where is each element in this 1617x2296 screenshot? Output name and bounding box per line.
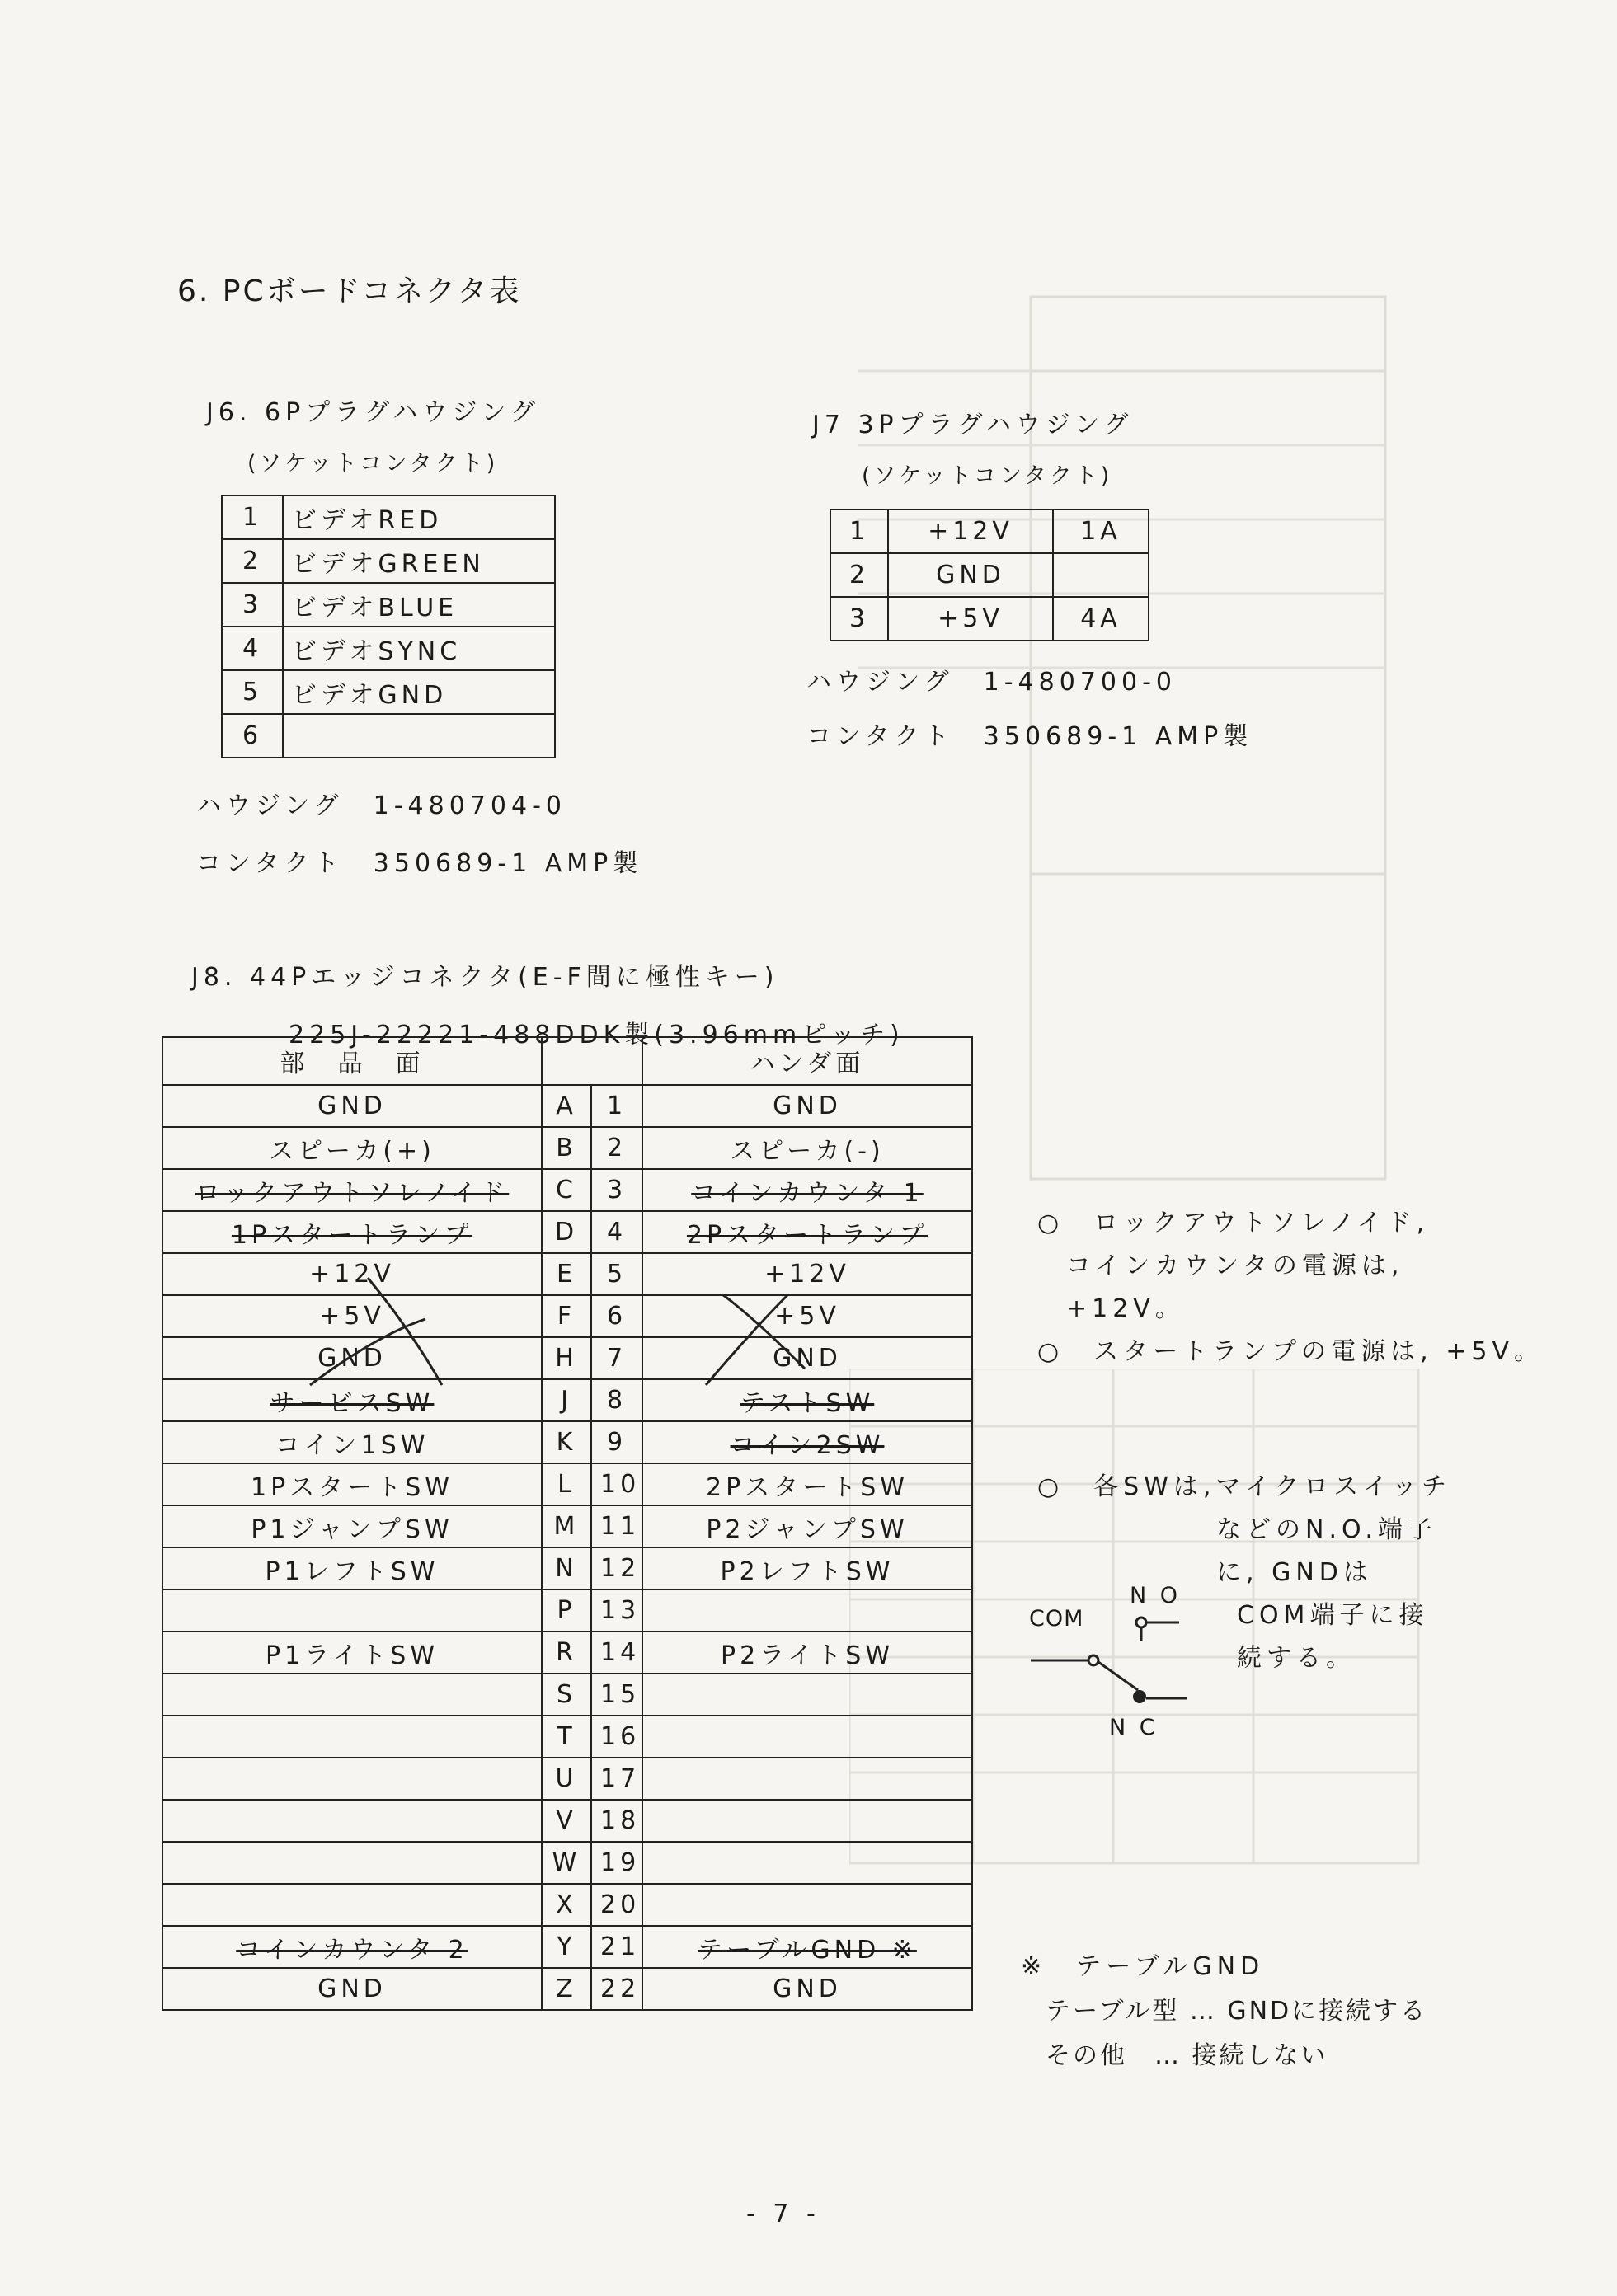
j6-pin-signal: ビデオBLUE bbox=[283, 583, 555, 627]
j8-pin-letter: C bbox=[542, 1169, 591, 1211]
j8-pin-number: 2 bbox=[591, 1127, 642, 1169]
j7-subtitle: (ソケットコンタクト) bbox=[862, 463, 1113, 489]
j8-pin-number: 12 bbox=[591, 1547, 642, 1589]
j8-title: J8. 44Pエッジコネクタ(E-F間に極性キー) bbox=[191, 963, 779, 992]
note1-line2: コインカウンタの電源は, bbox=[1066, 1251, 1404, 1280]
note3-line5: 続する。 bbox=[1237, 1644, 1356, 1673]
j8-pin-row bbox=[162, 1884, 972, 1926]
j8-component-side bbox=[162, 1589, 542, 1632]
j7-pin-signal: +12V bbox=[888, 509, 1053, 553]
j8-component-side: サービスSW bbox=[162, 1379, 542, 1421]
j7-pin-row bbox=[830, 553, 1149, 597]
j8-header-row bbox=[162, 1037, 972, 1085]
j8-component-side: コイン1SW bbox=[162, 1421, 542, 1463]
j8-solder-side: コイン2SW bbox=[642, 1421, 972, 1463]
j6-pin-table bbox=[221, 495, 556, 758]
j6-subtitle: (ソケットコンタクト) bbox=[247, 451, 499, 477]
j6-pin-row bbox=[222, 583, 555, 627]
j8-pin-number: 6 bbox=[591, 1295, 642, 1337]
j8-pin-number: 1 bbox=[591, 1085, 642, 1127]
j8-pin-row bbox=[162, 1926, 972, 1968]
j8-pin-number: 22 bbox=[591, 1968, 642, 2010]
j8-pin-row bbox=[162, 1547, 972, 1589]
j6-pin-signal: ビデオSYNC bbox=[283, 627, 555, 670]
j8-pin-letter: L bbox=[542, 1463, 591, 1505]
j8-pin-row bbox=[162, 1169, 972, 1211]
j8-solder-side bbox=[642, 1800, 972, 1842]
switch-com-label: COM bbox=[1029, 1606, 1084, 1632]
j8-component-side bbox=[162, 1674, 542, 1716]
j8-component-side: 1PスタートSW bbox=[162, 1463, 542, 1505]
j6-pin-signal: ビデオGND bbox=[283, 670, 555, 714]
j7-pin-number: 3 bbox=[830, 597, 888, 641]
j8-pin-number: 20 bbox=[591, 1884, 642, 1926]
j8-component-side: GND bbox=[162, 1337, 542, 1379]
j6-pin-signal: ビデオGREEN bbox=[283, 539, 555, 583]
j8-pin-number: 10 bbox=[591, 1463, 642, 1505]
j8-component-side: P1ジャンプSW bbox=[162, 1505, 542, 1547]
j8-pin-letter: X bbox=[542, 1884, 591, 1926]
j6-pin-signal bbox=[283, 714, 555, 758]
j7-pin-signal: +5V bbox=[888, 597, 1053, 641]
j8-pin-row bbox=[162, 1674, 972, 1716]
j8-pin-row bbox=[162, 1758, 972, 1800]
j8-pin-letter: N bbox=[542, 1547, 591, 1589]
j6-contact: コンタクト 350689-1 AMP製 bbox=[196, 849, 643, 878]
j8-solder-side bbox=[642, 1884, 972, 1926]
j8-pin-number: 3 bbox=[591, 1169, 642, 1211]
page-number: - 7 - bbox=[746, 2200, 820, 2228]
j6-pin-number: 1 bbox=[222, 495, 283, 539]
j8-solder-side: GND bbox=[642, 1337, 972, 1379]
j8-pin-number: 13 bbox=[591, 1589, 642, 1632]
j8-pin-letter: D bbox=[542, 1211, 591, 1253]
j6-pin-row bbox=[222, 714, 555, 758]
j8-pin-number: 8 bbox=[591, 1379, 642, 1421]
j8-pin-number: 21 bbox=[591, 1926, 642, 1968]
j8-header-component: 部 品 面 bbox=[162, 1037, 542, 1085]
j8-component-side: +5V bbox=[162, 1295, 542, 1337]
j8-component-side: GND bbox=[162, 1968, 542, 2010]
j6-pin-row bbox=[222, 627, 555, 670]
j8-pin-number: 5 bbox=[591, 1253, 642, 1295]
j6-pin-number: 5 bbox=[222, 670, 283, 714]
j7-pin-signal: GND bbox=[888, 553, 1053, 597]
j8-pin-row bbox=[162, 1800, 972, 1842]
j8-component-side: +12V bbox=[162, 1253, 542, 1295]
j8-component-side: ロックアウトソレノイド bbox=[162, 1169, 542, 1211]
j8-pin-letter: A bbox=[542, 1085, 591, 1127]
j7-pin-row bbox=[830, 597, 1149, 641]
j7-pin-current bbox=[1053, 553, 1149, 597]
table-gnd-line1: テーブル型 … GNDに接続する bbox=[1046, 1997, 1428, 2026]
j8-solder-side: P2ジャンプSW bbox=[642, 1505, 972, 1547]
j8-pin-letter: K bbox=[542, 1421, 591, 1463]
j8-pin-number: 19 bbox=[591, 1842, 642, 1884]
j8-pin-row bbox=[162, 1716, 972, 1758]
j8-solder-side: +12V bbox=[642, 1253, 972, 1295]
j8-pin-row bbox=[162, 1632, 972, 1674]
j8-component-side: GND bbox=[162, 1085, 542, 1127]
j6-pin-row bbox=[222, 495, 555, 539]
j8-pin-row bbox=[162, 1421, 972, 1463]
j8-solder-side bbox=[642, 1842, 972, 1884]
j6-pin-number: 6 bbox=[222, 714, 283, 758]
j8-pin-letter: J bbox=[542, 1379, 591, 1421]
j8-pin-number: 9 bbox=[591, 1421, 642, 1463]
j7-pin-current: 4A bbox=[1053, 597, 1149, 641]
j8-solder-side: GND bbox=[642, 1968, 972, 2010]
j8-header-pins bbox=[542, 1037, 642, 1085]
j7-pin-current: 1A bbox=[1053, 509, 1149, 553]
j8-solder-side bbox=[642, 1674, 972, 1716]
j8-solder-side bbox=[642, 1716, 972, 1758]
j8-pin-row bbox=[162, 1211, 972, 1253]
j8-component-side bbox=[162, 1716, 542, 1758]
j7-pin-number: 1 bbox=[830, 509, 888, 553]
note3-line1: ○ 各SWは,マイクロスイッチ bbox=[1037, 1472, 1452, 1501]
j7-title: J7 3Pプラグハウジング bbox=[812, 411, 1134, 439]
j8-pin-row bbox=[162, 1127, 972, 1169]
j8-pin-row bbox=[162, 1968, 972, 2010]
j8-solder-side: P2レフトSW bbox=[642, 1547, 972, 1589]
j8-solder-side: テーブルGND ※ bbox=[642, 1926, 972, 1968]
note3-line3: に, GNDは bbox=[1216, 1558, 1373, 1587]
j8-pin-number: 14 bbox=[591, 1632, 642, 1674]
j8-solder-side: GND bbox=[642, 1085, 972, 1127]
j7-pin-number: 2 bbox=[830, 553, 888, 597]
j6-housing: ハウジング 1-480704-0 bbox=[196, 791, 566, 820]
j8-pin-letter: F bbox=[542, 1295, 591, 1337]
switch-nc-label: N C bbox=[1109, 1715, 1159, 1740]
j8-solder-side bbox=[642, 1589, 972, 1632]
j8-pin-number: 16 bbox=[591, 1716, 642, 1758]
j8-component-side bbox=[162, 1842, 542, 1884]
j8-pin-row bbox=[162, 1505, 972, 1547]
handwritten-cross-marks bbox=[162, 1261, 971, 1402]
j8-pin-row bbox=[162, 1463, 972, 1505]
j7-contact: コンタクト 350689-1 AMP製 bbox=[806, 722, 1253, 751]
j8-component-side: スピーカ(+) bbox=[162, 1127, 542, 1169]
j6-pin-row bbox=[222, 539, 555, 583]
table-gnd-title: ※ テーブルGND bbox=[1021, 1952, 1265, 1981]
j8-header-solder: ハンダ面 bbox=[642, 1037, 972, 1085]
j8-solder-side: テストSW bbox=[642, 1379, 972, 1421]
j8-component-side: P1ライトSW bbox=[162, 1632, 542, 1674]
j8-pin-letter: W bbox=[542, 1842, 591, 1884]
j6-pin-number: 2 bbox=[222, 539, 283, 583]
j7-pin-row bbox=[830, 509, 1149, 553]
j8-pin-letter: S bbox=[542, 1674, 591, 1716]
j8-pin-letter: Z bbox=[542, 1968, 591, 2010]
j8-solder-side: コインカウンタ 1 bbox=[642, 1169, 972, 1211]
j8-pin-number: 4 bbox=[591, 1211, 642, 1253]
j8-pin-letter: R bbox=[542, 1632, 591, 1674]
j8-component-side: 1Pスタートランプ bbox=[162, 1211, 542, 1253]
j8-pin-row bbox=[162, 1085, 972, 1127]
j7-pin-table bbox=[830, 509, 1149, 641]
j8-solder-side: +5V bbox=[642, 1295, 972, 1337]
j8-pin-number: 7 bbox=[591, 1337, 642, 1379]
j8-component-side: コインカウンタ 2 bbox=[162, 1926, 542, 1968]
j8-solder-side: スピーカ(-) bbox=[642, 1127, 972, 1169]
j8-pin-row bbox=[162, 1589, 972, 1632]
j8-solder-side: P2ライトSW bbox=[642, 1632, 972, 1674]
j6-title: J6. 6Pプラグハウジング bbox=[206, 398, 541, 427]
j8-solder-side bbox=[642, 1758, 972, 1800]
switch-no-label: N O bbox=[1130, 1583, 1182, 1608]
table-gnd-line2: その他 … 接続しない bbox=[1046, 2041, 1328, 2070]
j8-part-number: 225J-22221-488DDK製(3.96mmピッチ) bbox=[289, 1021, 905, 1049]
j6-pin-row bbox=[222, 670, 555, 714]
j8-pin-number: 11 bbox=[591, 1505, 642, 1547]
j8-component-side bbox=[162, 1800, 542, 1842]
note1-line3: +12V。 bbox=[1066, 1294, 1185, 1323]
j8-pin-letter: M bbox=[542, 1505, 591, 1547]
j8-component-side bbox=[162, 1884, 542, 1926]
j6-pin-number: 4 bbox=[222, 627, 283, 670]
section-title: 6. PCボードコネクタ表 bbox=[177, 275, 522, 308]
j8-edge-connector-table bbox=[162, 1036, 973, 2011]
j8-pin-letter: P bbox=[542, 1589, 591, 1632]
j8-pin-letter: B bbox=[542, 1127, 591, 1169]
j8-pin-number: 18 bbox=[591, 1800, 642, 1842]
j8-solder-side: 2PスタートSW bbox=[642, 1463, 972, 1505]
j8-pin-letter: Y bbox=[542, 1926, 591, 1968]
j8-pin-letter: T bbox=[542, 1716, 591, 1758]
j8-solder-side: 2Pスタートランプ bbox=[642, 1211, 972, 1253]
j6-pin-signal: ビデオRED bbox=[283, 495, 555, 539]
microswitch-diagram-icon bbox=[1022, 1608, 1204, 1715]
j8-pin-letter: E bbox=[542, 1253, 591, 1295]
j8-pin-letter: V bbox=[542, 1800, 591, 1842]
note2: ○ スタートランプの電源は, +5V。 bbox=[1037, 1337, 1544, 1366]
note1-line1: ○ ロックアウトソレノイド, bbox=[1037, 1209, 1430, 1237]
j8-pin-number: 17 bbox=[591, 1758, 642, 1800]
j6-pin-number: 3 bbox=[222, 583, 283, 627]
note3-line4: COM端子に接 bbox=[1237, 1601, 1429, 1630]
j8-component-side: P1レフトSW bbox=[162, 1547, 542, 1589]
j8-pin-number: 15 bbox=[591, 1674, 642, 1716]
j8-component-side bbox=[162, 1758, 542, 1800]
j8-pin-letter: H bbox=[542, 1337, 591, 1379]
j7-housing: ハウジング 1-480700-0 bbox=[806, 668, 1177, 697]
note3-line2: などのN.O.端子 bbox=[1216, 1515, 1437, 1544]
j8-pin-row bbox=[162, 1842, 972, 1884]
j8-pin-letter: U bbox=[542, 1758, 591, 1800]
